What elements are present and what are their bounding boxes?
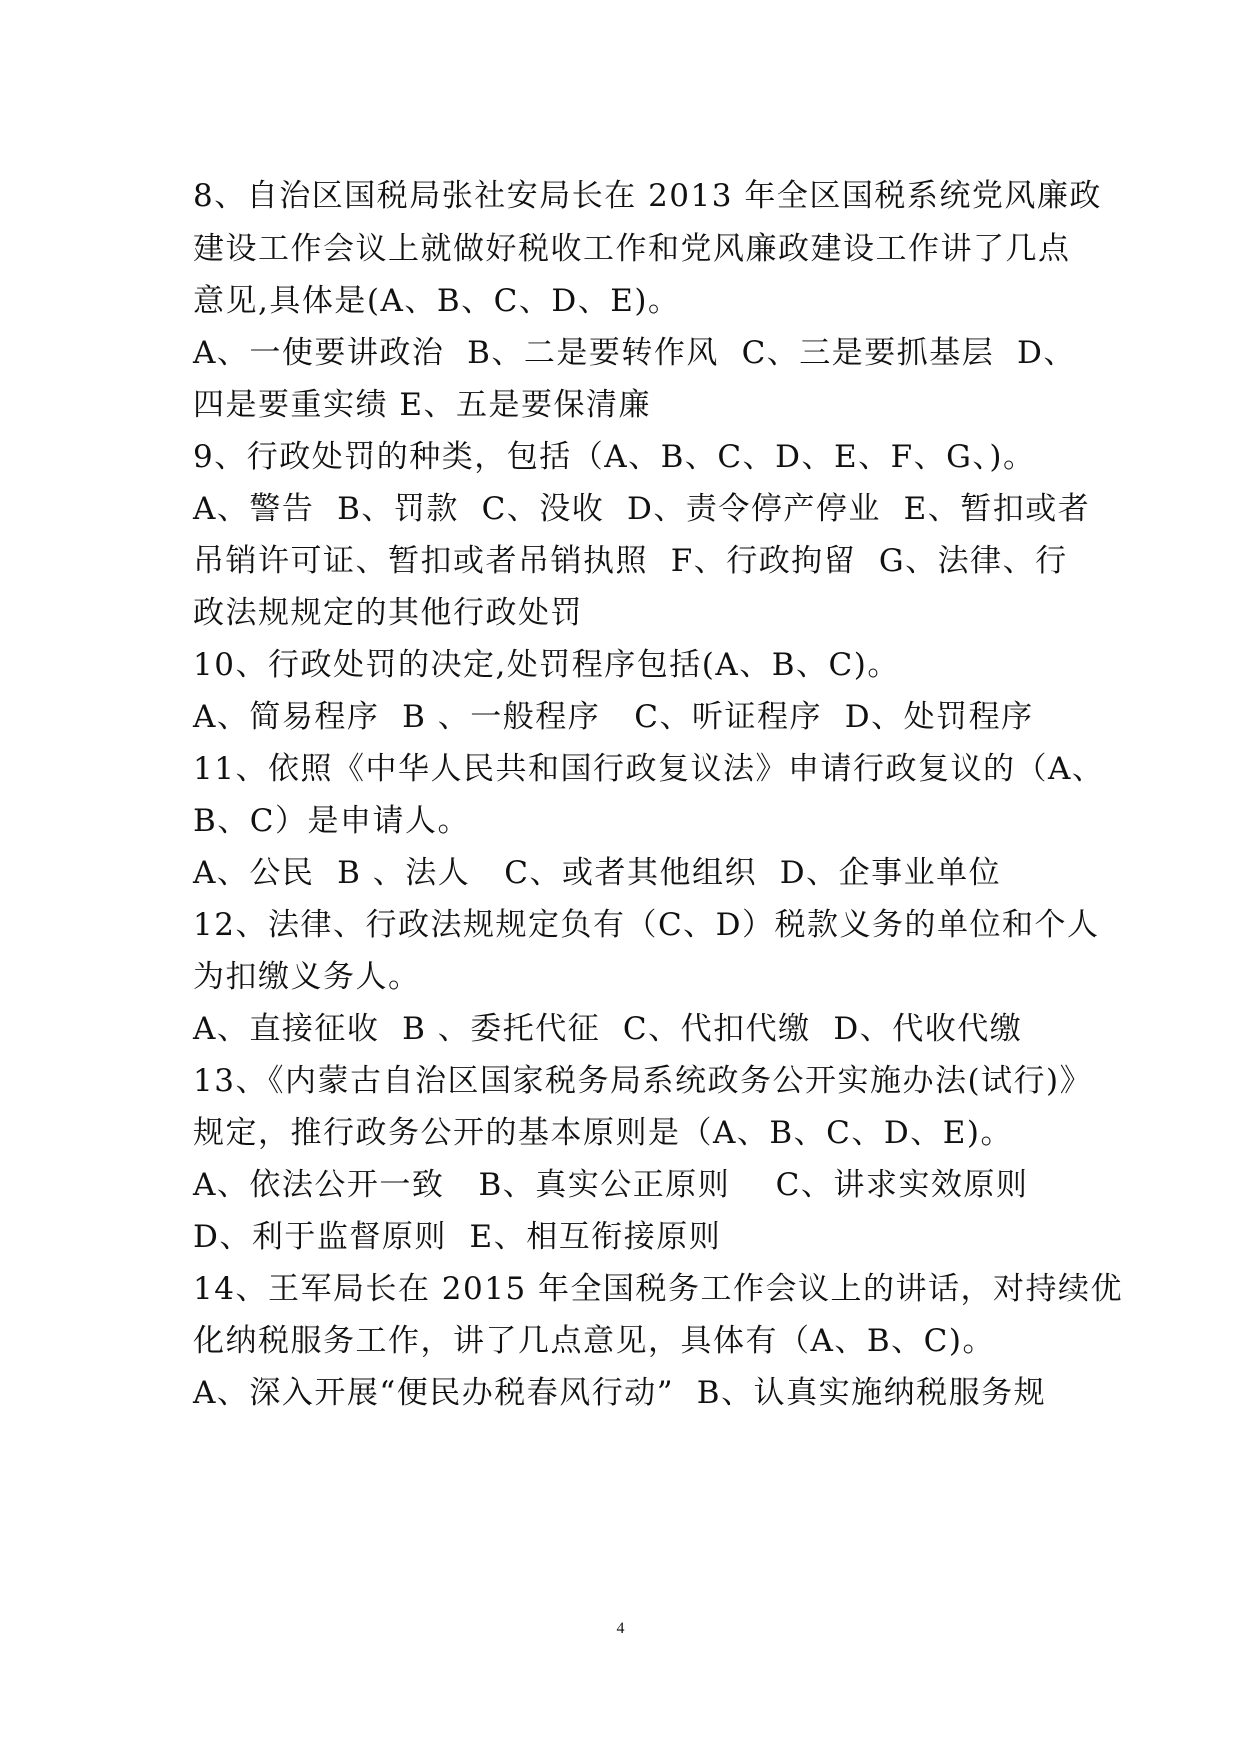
text-line: A、警告 B、罚款 C、没收 D、责令停产停业 E、暂扣或者	[193, 491, 1091, 527]
text-line: 12、法律、行政法规规定负有（C、D）税款义务的单位和个人	[193, 907, 1100, 943]
text-line: 11、依照《中华人民共和国行政复议法》申请行政复议的（A、	[193, 751, 1105, 787]
text-line: A、一使要讲政治 B、二是要转作风 C、三是要抓基层 D、	[193, 335, 1076, 371]
text-line: 14、王军局长在 2015 年全国税务工作会议上的讲话，对持续优	[193, 1271, 1124, 1307]
page-number: 4	[616, 1620, 625, 1637]
text-line: 四是要重实绩 E、五是要保清廉	[193, 387, 651, 423]
text-line: 建设工作会议上就做好税收工作和党风廉政建设工作讲了几点	[193, 231, 1071, 267]
text-line: 8、自治区国税局张社安局长在 2013 年全区国税系统党风廉政	[193, 178, 1102, 214]
text-line: B、C）是申请人。	[193, 803, 470, 839]
text-line: A、深入开展“便民办税春风行动” B、认真实施纳税服务规	[193, 1375, 1047, 1411]
text-line: 10、行政处罚的决定,处罚程序包括(A、B、C)。	[193, 647, 900, 683]
text-line: 意见,具体是(A、B、C、D、E)。	[193, 283, 681, 319]
text-line: 9、行政处罚的种类，包括（A、B、C、D、E、F、G、)。	[193, 439, 1036, 475]
text-line: 为扣缴义务人。	[193, 959, 421, 995]
text-line: 政法规规定的其他行政处罚	[193, 595, 583, 631]
text-line: 规定，推行政务公开的基本原则是（A、B、C、D、E)。	[193, 1115, 1013, 1151]
text-line: A、简易程序 B 、一般程序 C、听证程序 D、处罚程序	[193, 699, 1034, 735]
text-line: D、利于监督原则 E、相互衔接原则	[193, 1219, 722, 1255]
text-line: 13、《内蒙古自治区国家税务局系统政务公开实施办法(试行)》	[193, 1063, 1093, 1099]
text-line: A、公民 B 、法人 C、或者其他组织 D、企事业单位	[193, 855, 1002, 891]
text-line: A、直接征收 B 、委托代征 C、代扣代缴 D、代收代缴	[193, 1011, 1023, 1047]
text-line: A、依法公开一致 B、真实公正原则 C、讲求实效原则	[193, 1167, 1029, 1203]
text-line: 吊销许可证、暂扣或者吊销执照 F、行政拘留 G、法律、行	[193, 543, 1068, 579]
text-line: 化纳税服务工作，讲了几点意见，具体有（A、B、C)。	[193, 1323, 995, 1359]
